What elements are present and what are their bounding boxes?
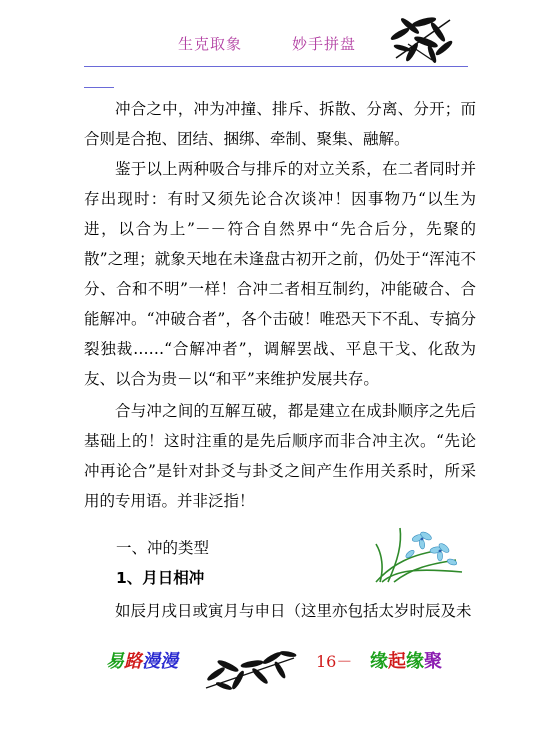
- header-rule-short: [84, 87, 114, 88]
- header-rule: [84, 66, 468, 67]
- paragraph-2-text: 鉴于以上两种吸合与排斥的对立关系，在二者同时并存出现时：有时又须先论合次谈冲！因事物乃“以生为进，以合为上”－－符合自然界中“先合后分，先聚的散”之理；就象天地在未逢盘古初开之前，仍处于“浑沌不分、合和不明”一样！合冲二者相互制约，冲能破合、合能解冲。“冲破合者”，各个击破！唯恐天下不乱、专搞分裂独裁……“合解冲者”，调解罢战、平息干戈、化敌为友、以合为贵－以“和平”来维护发展共存。: [84, 160, 476, 388]
- footer-right-motto: [370, 647, 442, 673]
- section-subheading: 1、月日相冲: [116, 569, 205, 587]
- paragraph-3: [84, 396, 476, 516]
- paragraph-1-text: 冲合之中，冲为冲撞、排斥、拆散、分离、分开；而合则是合抱、团结、捆绑、牵制、聚集、融解。: [84, 100, 476, 148]
- footer-left-char-1: 易: [106, 651, 124, 672]
- paragraph-3-text: 合与冲之间的互解互破，都是建立在成卦顺序之先后基础上的！这时注重的是先后顺序而非合冲主次。“先论冲再论合”是针对卦爻与卦爻之间产生作用关系时，所采用的专用语。并非泛指！: [84, 402, 476, 510]
- orchid-flower-icon: [372, 524, 468, 584]
- ink-bamboo-footer-icon: [202, 648, 298, 694]
- ink-bamboo-header-icon: [388, 14, 458, 64]
- footer-left-char-3: 漫漫: [142, 651, 178, 672]
- footer-left-char-2: 路: [124, 651, 142, 672]
- section-heading: 一、冲的类型: [116, 539, 210, 557]
- paragraph-4-text: 如辰月戌日或寅月与申日（这里亦包括太岁时辰及未: [115, 602, 472, 620]
- footer-left-motto: [106, 647, 178, 673]
- footer-right-char-2: 起: [388, 651, 406, 672]
- paragraph-4: [84, 596, 476, 626]
- footer-right-char-1: 缘: [370, 651, 388, 672]
- header-right-title: 妙手拼盘: [292, 35, 357, 53]
- page-number: 16－: [316, 652, 353, 671]
- paragraph-2: [84, 154, 476, 394]
- footer-right-char-3: 缘: [406, 651, 424, 672]
- paragraph-1: [84, 94, 476, 154]
- header-left-title: 生克取象: [178, 35, 243, 53]
- footer-right-char-4: 聚: [424, 651, 442, 672]
